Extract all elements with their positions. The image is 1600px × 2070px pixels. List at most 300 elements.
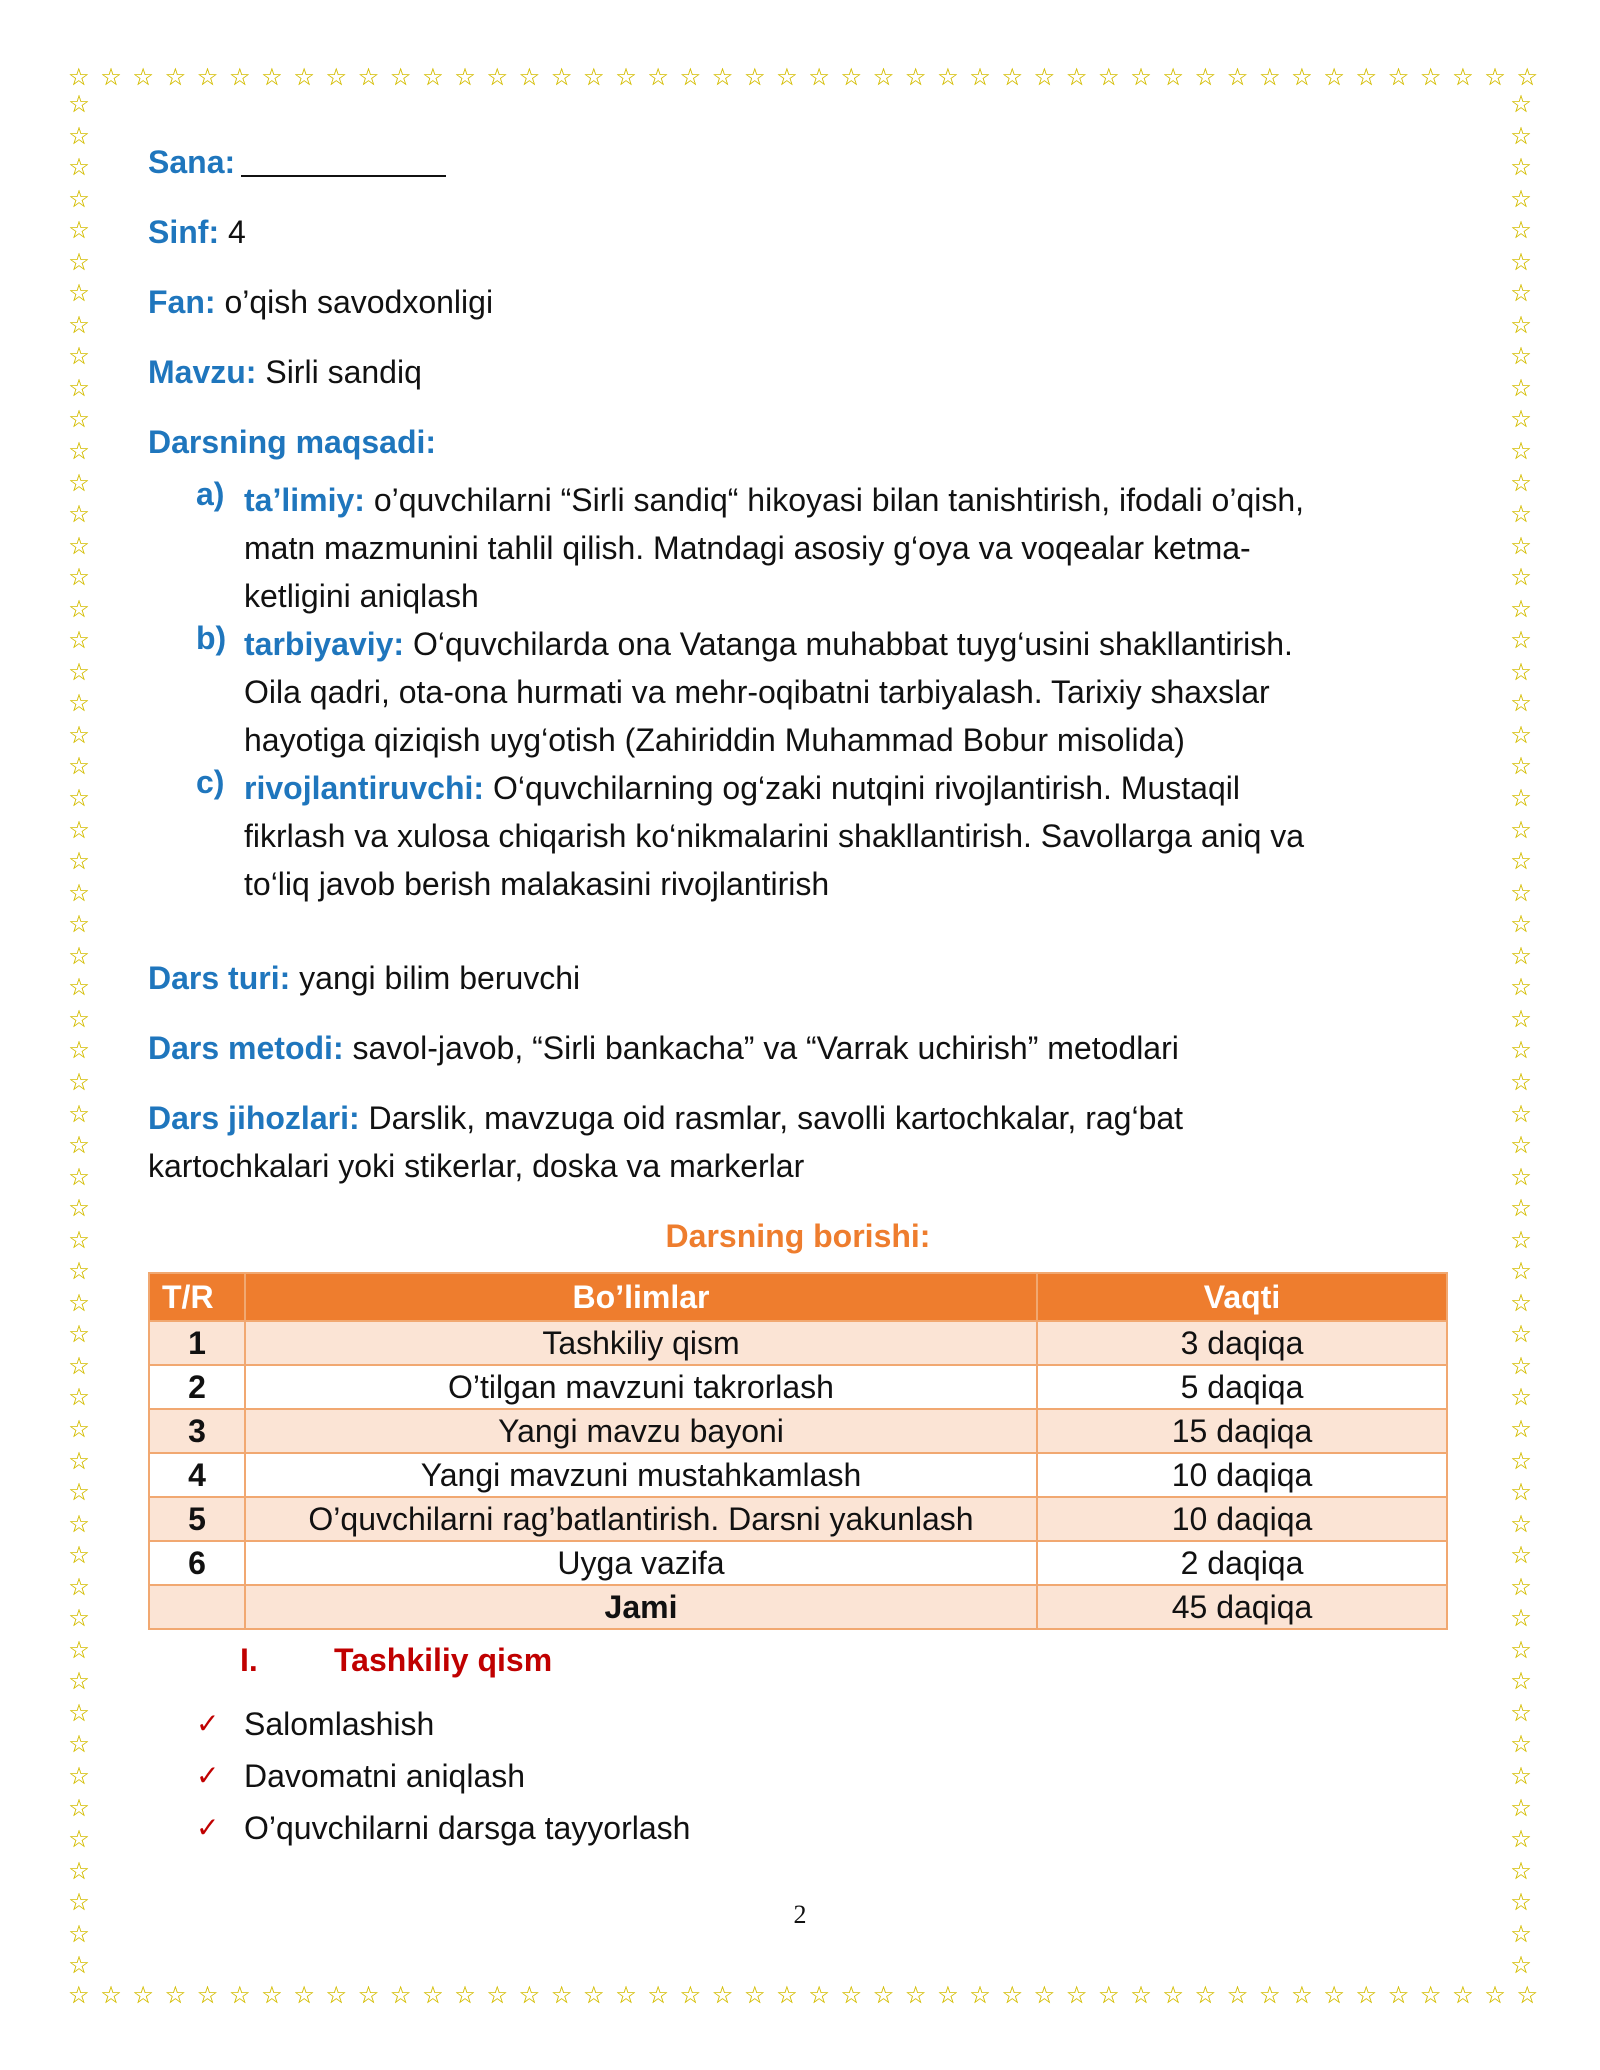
star-icon: ☆	[68, 1793, 90, 1822]
row-section: Uyga vazifa	[245, 1541, 1037, 1585]
star-icon: ☆	[1510, 720, 1532, 749]
star-icon: ☆	[1510, 279, 1532, 308]
star-icon: ☆	[1510, 1951, 1532, 1980]
total-value: 45 daqiqa	[1037, 1585, 1447, 1629]
star-icon: ☆	[518, 1981, 541, 2009]
star-icon: ☆	[1510, 1036, 1532, 1065]
star-icon: ☆	[422, 1981, 444, 2009]
star-icon: ☆	[68, 1761, 90, 1790]
star-icon: ☆	[100, 1981, 122, 2009]
lesson-method-value: savol-javob, “Sirli bankacha” va “Varrak uchirish” metodlari	[343, 1030, 1179, 1066]
star-icon: ☆	[1510, 1761, 1532, 1790]
star-icon: ☆	[68, 815, 90, 844]
star-icon: ☆	[1226, 1981, 1249, 2009]
list-item-text: O’quvchilarni darsga tayyorlash	[244, 1810, 691, 1846]
total-number-cell	[149, 1585, 245, 1629]
row-time: 5 daqiqa	[1037, 1365, 1447, 1409]
star-icon: ☆	[68, 1036, 90, 1065]
star-icon: ☆	[1510, 973, 1532, 1002]
list-item	[196, 1802, 1448, 1854]
star-icon: ☆	[68, 1446, 90, 1475]
star-icon: ☆	[1510, 1730, 1532, 1759]
star-icon: ☆	[1510, 1667, 1532, 1696]
star-icon: ☆	[68, 1478, 90, 1507]
star-icon: ☆	[1510, 1793, 1532, 1822]
star-icon: ☆	[68, 1194, 90, 1223]
star-icon: ☆	[68, 1351, 90, 1380]
star-icon: ☆	[1510, 373, 1532, 402]
table-total-row	[149, 1585, 1447, 1629]
goal-label: tarbiyaviy:	[244, 626, 405, 662]
star-icon: ☆	[68, 468, 90, 497]
star-icon: ☆	[389, 63, 412, 91]
star-icon: ☆	[68, 1288, 90, 1317]
section-number: I.	[240, 1642, 258, 1678]
star-icon: ☆	[840, 1981, 863, 2009]
star-icon: ☆	[776, 1981, 798, 2009]
star-icon: ☆	[1510, 531, 1532, 560]
star-icon: ☆	[1510, 1004, 1532, 1033]
subject-label: Fan:	[148, 284, 216, 320]
star-icon: ☆	[743, 1981, 766, 2009]
star-icon: ☆	[1510, 1288, 1532, 1317]
star-icon: ☆	[743, 63, 766, 91]
star-icon: ☆	[1510, 1825, 1532, 1854]
goal-line: matn mazmunini tahlil qilish. Matndagi asosiy g‘oya va voqealar ketma-	[244, 530, 1251, 566]
star-icon: ☆	[325, 1981, 348, 2009]
star-icon: ☆	[872, 1981, 895, 2009]
goal-label: rivojlantiruvchi:	[244, 770, 485, 806]
star-icon: ☆	[1510, 310, 1532, 339]
subject-line	[148, 278, 1448, 326]
lesson-method-label: Dars metodi:	[148, 1030, 344, 1066]
star-icon: ☆	[615, 1981, 637, 2009]
row-section: Yangi mavzuni mustahkamlash	[245, 1453, 1037, 1497]
star-icon: ☆	[1033, 1981, 1056, 2009]
star-icon: ☆	[68, 689, 90, 718]
page-number: 2	[793, 1900, 807, 1929]
row-number: 6	[149, 1541, 245, 1585]
lesson-type-label: Dars turi:	[148, 960, 291, 996]
star-icon: ☆	[100, 63, 122, 91]
star-icon: ☆	[1484, 63, 1506, 91]
star-icon: ☆	[68, 437, 90, 466]
star-icon: ☆	[1510, 1635, 1532, 1664]
star-icon: ☆	[1510, 1919, 1532, 1948]
star-icon: ☆	[68, 1067, 90, 1096]
section-heading	[240, 1636, 1448, 1684]
star-icon: ☆	[68, 342, 90, 371]
star-icon: ☆	[68, 1825, 90, 1854]
star-icon: ☆	[1162, 1981, 1184, 2009]
section-title: Tashkiliy qism	[334, 1642, 553, 1678]
star-icon: ☆	[1510, 626, 1532, 655]
star-icon: ☆	[357, 1981, 380, 2009]
star-icon: ☆	[1510, 437, 1532, 466]
star-icon: ☆	[1065, 1981, 1088, 2009]
star-icon: ☆	[583, 63, 605, 91]
star-icon: ☆	[1510, 1320, 1532, 1349]
star-icon: ☆	[550, 63, 573, 91]
grade-value: 4	[219, 214, 246, 250]
star-icon: ☆	[68, 63, 90, 91]
star-icon: ☆	[164, 63, 187, 91]
goal-item	[196, 764, 1448, 908]
star-icon: ☆	[68, 1225, 90, 1254]
date-line	[148, 138, 1448, 186]
subject-value: o’qish savodxonligi	[215, 284, 494, 320]
star-icon: ☆	[68, 626, 90, 655]
star-icon: ☆	[1510, 405, 1532, 434]
row-section: O’quvchilarni rag’batlantirish. Darsni yakunlash	[245, 1497, 1037, 1541]
star-icon: ☆	[1516, 63, 1538, 91]
goal-item	[196, 476, 1448, 620]
star-icon: ☆	[1510, 784, 1532, 813]
list-item	[196, 1750, 1448, 1802]
star-icon: ☆	[1258, 63, 1281, 91]
lesson-type-value: yangi bilim beruvchi	[290, 960, 581, 996]
star-icon: ☆	[68, 1730, 90, 1759]
star-icon: ☆	[68, 1509, 90, 1538]
lesson-plan-table	[148, 1272, 1448, 1630]
star-icon: ☆	[550, 1981, 573, 2009]
star-icon: ☆	[1510, 1509, 1532, 1538]
list-item-text: Davomatni aniqlash	[244, 1758, 526, 1794]
star-icon: ☆	[872, 63, 895, 91]
total-label: Jami	[245, 1585, 1037, 1629]
star-icon: ☆	[1510, 1888, 1532, 1917]
star-icon: ☆	[196, 63, 219, 91]
star-icon: ☆	[68, 1888, 90, 1917]
star-icon: ☆	[68, 878, 90, 907]
star-icon: ☆	[389, 1981, 412, 2009]
plan-title: Darsning borishi:	[665, 1218, 931, 1254]
list-item-text: Salomlashish	[244, 1706, 435, 1742]
star-border-top	[68, 60, 1538, 94]
star-icon: ☆	[1510, 153, 1532, 182]
row-section: Tashkiliy qism	[245, 1321, 1037, 1365]
star-icon: ☆	[68, 784, 90, 813]
star-icon: ☆	[68, 1635, 90, 1664]
star-icon: ☆	[1510, 468, 1532, 497]
star-icon: ☆	[1098, 63, 1120, 91]
lesson-equipment-value-cont: kartochkalari yoki stikerlar, doska va markerlar	[148, 1148, 805, 1184]
star-icon: ☆	[68, 1414, 90, 1443]
goal-marker: c)	[196, 764, 225, 800]
goal-line: hayotiga qiziqish uyg‘otish (Zahiriddin Muhammad Bobur misolida)	[244, 722, 1185, 758]
row-section: O’tilgan mavzuni takrorlash	[245, 1365, 1037, 1409]
star-icon: ☆	[1510, 815, 1532, 844]
goal-line	[244, 476, 1448, 524]
star-icon: ☆	[1355, 1981, 1378, 2009]
star-icon: ☆	[679, 1981, 702, 2009]
lesson-equipment-label: Dars jihozlari:	[148, 1100, 360, 1136]
row-time: 3 daqiqa	[1037, 1321, 1447, 1365]
star-icon: ☆	[68, 1604, 90, 1633]
star-icon: ☆	[1323, 1981, 1345, 2009]
star-icon: ☆	[1452, 63, 1474, 91]
goal-marker: b)	[196, 620, 227, 656]
goal-line: to‘liq javob berish malakasini rivojlantirish	[244, 866, 830, 902]
star-icon: ☆	[454, 1981, 476, 2009]
star-icon: ☆	[68, 184, 90, 213]
star-icon: ☆	[68, 941, 90, 970]
star-icon: ☆	[937, 1981, 959, 2009]
star-icon: ☆	[1510, 1099, 1532, 1128]
star-icon: ☆	[1510, 1194, 1532, 1223]
star-icon: ☆	[1510, 1383, 1532, 1412]
goals-heading	[148, 418, 1448, 466]
star-icon: ☆	[1419, 63, 1442, 91]
star-icon: ☆	[68, 1131, 90, 1160]
star-icon: ☆	[68, 1698, 90, 1727]
row-time: 10 daqiqa	[1037, 1453, 1447, 1497]
lesson-method-line	[148, 1024, 1448, 1072]
star-icon: ☆	[1510, 910, 1532, 939]
star-icon: ☆	[68, 1004, 90, 1033]
star-icon: ☆	[1001, 1981, 1023, 2009]
star-icon: ☆	[1510, 941, 1532, 970]
column-header-sections: Bo’limlar	[245, 1273, 1037, 1321]
star-icon: ☆	[68, 216, 90, 245]
star-icon: ☆	[68, 121, 90, 150]
star-icon: ☆	[1033, 63, 1056, 91]
star-icon: ☆	[228, 1981, 251, 2009]
grade-line	[148, 208, 1448, 256]
row-section: Yangi mavzu bayoni	[245, 1409, 1037, 1453]
star-icon: ☆	[1510, 1067, 1532, 1096]
star-icon: ☆	[1484, 1981, 1506, 2009]
star-icon: ☆	[196, 1981, 219, 2009]
table-row	[149, 1409, 1447, 1453]
star-icon: ☆	[1510, 90, 1532, 118]
star-icon: ☆	[1226, 63, 1249, 91]
star-icon: ☆	[615, 63, 637, 91]
star-icon: ☆	[68, 752, 90, 781]
date-blank	[241, 145, 446, 177]
table-row	[149, 1365, 1447, 1409]
star-icon: ☆	[647, 63, 669, 91]
topic-line	[148, 348, 1448, 396]
star-icon: ☆	[1510, 594, 1532, 623]
goal-item	[196, 620, 1448, 764]
lesson-equipment-line	[148, 1094, 1448, 1142]
row-time: 2 daqiqa	[1037, 1541, 1447, 1585]
star-icon: ☆	[808, 63, 830, 91]
star-icon: ☆	[904, 63, 927, 91]
check-icon: ✓	[196, 1811, 220, 1844]
star-icon: ☆	[1510, 247, 1532, 276]
star-icon: ☆	[711, 1981, 734, 2009]
lesson-type-line	[148, 954, 1448, 1002]
checklist	[148, 1698, 1448, 1854]
star-icon: ☆	[1291, 63, 1313, 91]
star-icon: ☆	[68, 847, 90, 876]
star-icon: ☆	[68, 531, 90, 560]
star-icon: ☆	[132, 1981, 154, 2009]
date-label: Sana:	[148, 144, 236, 180]
star-icon: ☆	[132, 63, 154, 91]
star-icon: ☆	[1323, 63, 1345, 91]
star-icon: ☆	[1516, 1981, 1538, 2009]
star-icon: ☆	[1291, 1981, 1313, 2009]
topic-value: Sirli sandiq	[256, 354, 422, 390]
star-icon: ☆	[261, 63, 283, 91]
star-border-right	[1504, 92, 1538, 1978]
table-row	[149, 1497, 1447, 1541]
star-icon: ☆	[1194, 1981, 1217, 2009]
goal-line: fikrlash va xulosa chiqarish ko‘nikmalarini shakllantirish. Savollarga aniq va	[244, 818, 1305, 854]
star-icon: ☆	[68, 1572, 90, 1601]
star-icon: ☆	[1510, 1225, 1532, 1254]
star-icon: ☆	[1510, 1414, 1532, 1443]
star-icon: ☆	[164, 1981, 187, 2009]
star-icon: ☆	[486, 1981, 508, 2009]
star-icon: ☆	[68, 1257, 90, 1286]
star-icon: ☆	[68, 657, 90, 686]
goal-text: o’quvchilarni “Sirli sandiq“ hikoyasi bilan tanishtirish, ifodali o’qish,	[364, 482, 1305, 518]
star-icon: ☆	[325, 63, 348, 91]
star-icon: ☆	[904, 1981, 927, 2009]
star-icon: ☆	[1510, 500, 1532, 529]
star-icon: ☆	[1130, 1981, 1152, 2009]
star-icon: ☆	[1510, 563, 1532, 592]
star-icon: ☆	[422, 63, 444, 91]
goal-line: ketligini aniqlash	[244, 578, 479, 614]
row-number: 4	[149, 1453, 245, 1497]
star-icon: ☆	[486, 63, 508, 91]
star-icon: ☆	[583, 1981, 605, 2009]
check-icon: ✓	[196, 1759, 220, 1792]
star-icon: ☆	[1510, 1162, 1532, 1191]
star-icon: ☆	[68, 910, 90, 939]
star-icon: ☆	[1510, 1351, 1532, 1380]
star-icon: ☆	[68, 500, 90, 529]
star-icon: ☆	[1355, 63, 1378, 91]
star-icon: ☆	[68, 1320, 90, 1349]
star-icon: ☆	[647, 1981, 669, 2009]
star-icon: ☆	[1510, 1478, 1532, 1507]
star-icon: ☆	[261, 1981, 283, 2009]
star-icon: ☆	[1510, 1446, 1532, 1475]
check-icon: ✓	[196, 1707, 220, 1740]
star-icon: ☆	[1510, 657, 1532, 686]
goal-label: ta’limiy:	[244, 482, 365, 518]
star-icon: ☆	[1510, 847, 1532, 876]
star-icon: ☆	[68, 1856, 90, 1885]
star-icon: ☆	[293, 1981, 315, 2009]
column-header-number: T/R	[149, 1273, 245, 1321]
star-icon: ☆	[68, 563, 90, 592]
star-icon: ☆	[1510, 689, 1532, 718]
table-header-row	[149, 1273, 1447, 1321]
star-icon: ☆	[68, 1919, 90, 1948]
star-icon: ☆	[293, 63, 315, 91]
goals-heading-label: Darsning maqsadi:	[148, 424, 437, 460]
star-border-left	[62, 92, 96, 1978]
goals-list	[196, 476, 1448, 908]
star-border-bottom	[68, 1978, 1538, 2012]
star-icon: ☆	[1510, 342, 1532, 371]
star-icon: ☆	[1387, 63, 1410, 91]
goal-line	[244, 620, 1448, 668]
star-icon: ☆	[679, 63, 702, 91]
row-number: 2	[149, 1365, 245, 1409]
grade-label: Sinf:	[148, 214, 220, 250]
star-icon: ☆	[808, 1981, 830, 2009]
goal-text: O‘quvchilarda ona Vatanga muhabbat tuyg‘usini shakllantirish.	[404, 626, 1293, 662]
star-icon: ☆	[1452, 1981, 1474, 2009]
star-icon: ☆	[68, 1951, 90, 1980]
star-icon: ☆	[1510, 184, 1532, 213]
table-row	[149, 1541, 1447, 1585]
star-icon: ☆	[1162, 63, 1184, 91]
star-icon: ☆	[68, 1541, 90, 1570]
star-icon: ☆	[68, 1162, 90, 1191]
star-icon: ☆	[1510, 1856, 1532, 1885]
star-icon: ☆	[1510, 1257, 1532, 1286]
star-icon: ☆	[1510, 216, 1532, 245]
goal-text: O‘quvchilarning og‘zaki nutqini rivojlantirish. Mustaqil	[484, 770, 1240, 806]
row-number: 5	[149, 1497, 245, 1541]
star-icon: ☆	[518, 63, 541, 91]
star-icon: ☆	[1387, 1981, 1410, 2009]
star-icon: ☆	[1065, 63, 1088, 91]
star-icon: ☆	[1510, 1698, 1532, 1727]
star-icon: ☆	[68, 279, 90, 308]
row-time: 15 daqiqa	[1037, 1409, 1447, 1453]
star-icon: ☆	[969, 1981, 991, 2009]
list-item	[196, 1698, 1448, 1750]
star-icon: ☆	[68, 1383, 90, 1412]
document-body	[148, 138, 1448, 1854]
star-icon: ☆	[711, 63, 734, 91]
star-icon: ☆	[68, 310, 90, 339]
star-icon: ☆	[68, 720, 90, 749]
goal-line: Oila qadri, ota-ona hurmati va mehr-oqibatni tarbiyalash. Tarixiy shaxslar	[244, 674, 1270, 710]
star-icon: ☆	[1510, 1131, 1532, 1160]
table-row	[149, 1453, 1447, 1497]
column-header-time: Vaqti	[1037, 1273, 1447, 1321]
star-icon: ☆	[68, 247, 90, 276]
star-icon: ☆	[969, 63, 991, 91]
star-icon: ☆	[68, 973, 90, 1002]
star-icon: ☆	[776, 63, 798, 91]
star-icon: ☆	[68, 153, 90, 182]
star-icon: ☆	[1194, 63, 1217, 91]
star-icon: ☆	[68, 1667, 90, 1696]
star-icon: ☆	[937, 63, 959, 91]
star-icon: ☆	[1510, 121, 1532, 150]
row-number: 1	[149, 1321, 245, 1365]
star-icon: ☆	[1510, 752, 1532, 781]
star-icon: ☆	[1510, 1604, 1532, 1633]
star-icon: ☆	[1510, 1572, 1532, 1601]
table-row	[149, 1321, 1447, 1365]
goal-marker: a)	[196, 476, 225, 512]
goal-line	[244, 764, 1448, 812]
star-icon: ☆	[68, 1981, 90, 2009]
row-number: 3	[149, 1409, 245, 1453]
star-icon: ☆	[68, 90, 90, 118]
star-icon: ☆	[357, 63, 380, 91]
star-icon: ☆	[68, 594, 90, 623]
star-icon: ☆	[1419, 1981, 1442, 2009]
star-icon: ☆	[840, 63, 863, 91]
star-icon: ☆	[228, 63, 251, 91]
star-icon: ☆	[1098, 1981, 1120, 2009]
star-icon: ☆	[1510, 1541, 1532, 1570]
